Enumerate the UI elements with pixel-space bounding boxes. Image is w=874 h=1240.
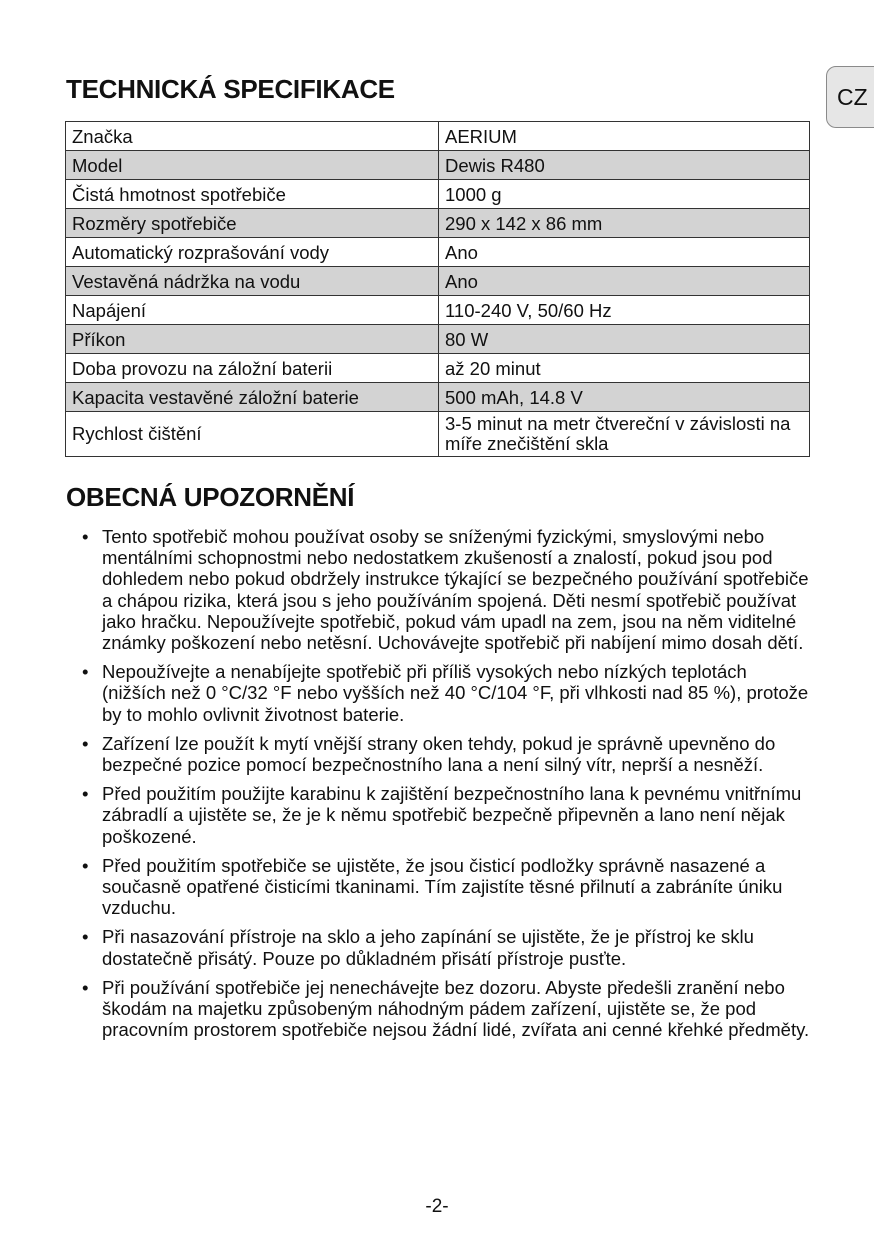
spec-label: Rychlost čištění	[66, 412, 439, 457]
spec-label: Napájení	[66, 296, 439, 325]
spec-value: AERIUM	[439, 122, 810, 151]
spec-label: Příkon	[66, 325, 439, 354]
spec-value: 500 mAh, 14.8 V	[439, 383, 810, 412]
list-item: • Tento spotřebič mohou používat osoby se sníženými fyzickými, smyslovými nebo mentálními schopnostmi nebo nedostatkem zkušeností a znalostí, pokud jsou pod dohledem nebo pokud obdržely instrukce týkající se bezpečného používání spotřebiče a chápou rizika, která jsou s jeho používáním spojená. Děti nesmí spotřebič používat jako hračku. Nepoužívejte spotřebič, pokud vám upadl na zem, jsou na něm viditelné známky poškození nebo netěsní. Uchovávejte spotřebič při nabíjení mimo dosah dětí.	[80, 526, 812, 653]
language-tab	[826, 66, 874, 128]
table-row	[66, 325, 810, 354]
spec-label: Vestavěná nádržka na vodu	[66, 267, 439, 296]
spec-label: Model	[66, 151, 439, 180]
table-row	[66, 180, 810, 209]
spec-value: 110-240 V, 50/60 Hz	[439, 296, 810, 325]
list-item: • Při používání spotřebiče jej nenechávejte bez dozoru. Abyste předešli zranění nebo škodám na majetku způsobeným náhodným pádem zařízení, ujistěte se, že pod pracovním prostorem spotřebiče nejsou žádní lidé, zvířata ani cenné křehké předměty.	[80, 977, 812, 1041]
table-row	[66, 412, 810, 457]
table-row	[66, 209, 810, 238]
list-item: • Při nasazování přístroje na sklo a jeho zapínání se ujistěte, že je přístroj ke sklu dostatečně přisátý. Pouze po důkladném přisátí přístroje pusťte.	[80, 926, 812, 968]
list-item: • Před použitím použijte karabinu k zajištění bezpečnostního lana k pevnému vnitřnímu zábradlí a ujistěte se, že je k němu spotřebič bezpečně připevněn a lano není nějak poškozené.	[80, 783, 812, 847]
warnings-list	[80, 526, 812, 1048]
table-row	[66, 122, 810, 151]
table-row	[66, 267, 810, 296]
table-row	[66, 151, 810, 180]
table-row	[66, 238, 810, 267]
spec-label: Doba provozu na záložní baterii	[66, 354, 439, 383]
warnings-title: OBECNÁ UPOZORNĚNÍ	[66, 482, 355, 512]
spec-table	[65, 121, 810, 457]
spec-title: TECHNICKÁ SPECIFIKACE	[66, 74, 395, 104]
spec-label: Automatický rozprašování vody	[66, 238, 439, 267]
table-row	[66, 383, 810, 412]
spec-label: Značka	[66, 122, 439, 151]
spec-value: 290 x 142 x 86 mm	[439, 209, 810, 238]
list-item: • Zařízení lze použít k mytí vnější strany oken tehdy, pokud je správně upevněno do bezpečné pozice pomocí bezpečnostního lana a není silný vítr, neprší a nesněží.	[80, 733, 812, 775]
spec-label: Čistá hmotnost spotřebiče	[66, 180, 439, 209]
spec-value: 1000 g	[439, 180, 810, 209]
table-row	[66, 354, 810, 383]
spec-label: Rozměry spotřebiče	[66, 209, 439, 238]
spec-value: 3-5 minut na metr čtvereční v závislosti na míře znečištění skla	[439, 412, 810, 457]
language-tab-label: CZ	[837, 84, 868, 110]
list-item: • Před použitím spotřebiče se ujistěte, že jsou čisticí podložky správně nasazené a současně opatřené čisticími tkaninami. Tím zajistíte těsné přilnutí a zabráníte úniku vzduchu.	[80, 855, 812, 919]
spec-value: až 20 minut	[439, 354, 810, 383]
table-row	[66, 296, 810, 325]
list-item: • Nepoužívejte a nenabíjejte spotřebič při příliš vysokých nebo nízkých teplotách (nižších než 0 °C/32 °F nebo vyšších než 40 °C/104 °F, při vlhkosti nad 85 %), protože by to mohlo ovlivnit životnost baterie.	[80, 661, 812, 725]
spec-value: Dewis R480	[439, 151, 810, 180]
spec-value: Ano	[439, 238, 810, 267]
spec-label: Kapacita vestavěné záložní baterie	[66, 383, 439, 412]
spec-value: 80 W	[439, 325, 810, 354]
page-number: -2-	[425, 1196, 449, 1217]
spec-value: Ano	[439, 267, 810, 296]
